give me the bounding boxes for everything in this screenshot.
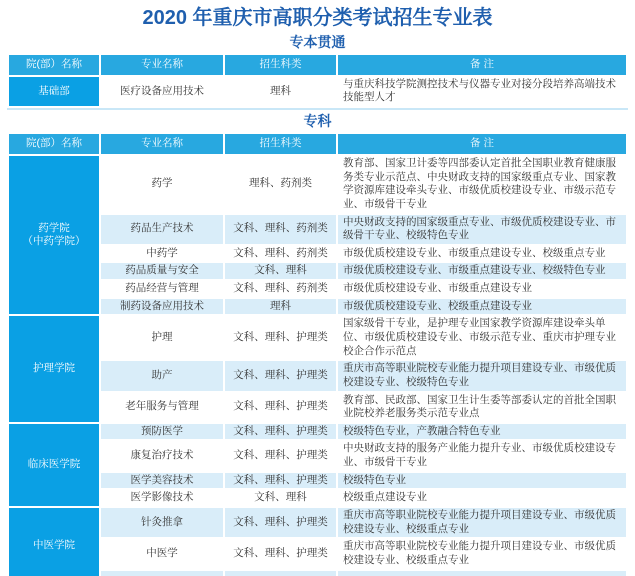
- table-row: [9, 490, 626, 506]
- table-row: [9, 316, 626, 359]
- college-cell: [9, 424, 99, 506]
- major-cell: 康复治疗技术: [101, 441, 223, 470]
- table-row: [9, 424, 626, 440]
- college-cell: [9, 156, 99, 314]
- table-row: [9, 299, 626, 315]
- table-row: [9, 77, 626, 106]
- column-header: 专业名称: [101, 55, 223, 75]
- category-cell: 文科、理科、药剂类: [225, 246, 336, 262]
- table-row: [9, 473, 626, 489]
- college-name-line: 临床医学院: [27, 458, 81, 471]
- category-cell: 文科、理科、护理类: [225, 393, 336, 422]
- cutoff-cell: [101, 571, 223, 576]
- college-name-line: 药学院: [38, 221, 70, 234]
- category-cell: 文科、理科、护理类: [225, 473, 336, 489]
- college-cell: [9, 316, 99, 421]
- cutoff-cell: [338, 571, 626, 576]
- category-cell: 文科、理科: [225, 490, 336, 506]
- category-cell: 文科、理科、护理类: [225, 539, 336, 568]
- remark-cell: 与重庆科技学院测控技术与仪器专业对接分段培养高端技术技能型人才: [338, 77, 626, 106]
- remark-cell: 国家级骨干专业，是护理专业国家教学资源库建设牵头单位、市级优质校建设专业、市级示范专业、重庆市护理专业校企合作示范点: [338, 316, 626, 359]
- category-cell: 理科: [225, 77, 336, 106]
- section-heading: 专科: [303, 113, 332, 130]
- major-cell: 药学: [101, 156, 223, 213]
- remark-cell: 重庆市高等职业院校专业能力提升项目建设专业、市级优质校建设专业、校级重点专业: [338, 539, 626, 568]
- remark-cell: 市级优质校建设专业、市级重点建设专业、校级特色专业: [338, 263, 626, 279]
- major-cell: 医疗设备应用技术: [101, 77, 223, 106]
- remark-cell: 教育部、民政部、国家卫生计生委等部委认定的首批全国职业院校养老服务类示范专业点: [338, 393, 626, 422]
- category-cell: 文科、理科、护理类: [225, 508, 336, 537]
- remark-cell: 教育部、国家卫计委等四部委认定首批全国职业教育健康服务类专业示范点、中央财政支持的国家级重点专业、国家教学资源库建设牵头专业、市级优质校建设专业、市级示范专业、市级骨干专业: [338, 156, 626, 213]
- remark-cell: 重庆市高等职业院校专业能力提升项目建设专业、市级优质校建设专业、校级特色专业: [338, 361, 626, 390]
- major-cell: 针灸推拿: [101, 508, 223, 537]
- category-cell: 文科、理科、护理类: [225, 424, 336, 440]
- sections-host: [0, 33, 635, 576]
- header-row: [9, 134, 626, 154]
- column-header: 招生科类: [225, 55, 336, 75]
- major-cell: 预防医学: [101, 424, 223, 440]
- college-name-line: （中药学院）: [22, 235, 86, 248]
- major-cell: 药品生产技术: [101, 215, 223, 244]
- column-header: 备 注: [338, 55, 626, 75]
- major-cell: 中医学: [101, 539, 223, 568]
- column-header: 院(部）名称: [9, 55, 99, 75]
- major-cell: 助产: [101, 361, 223, 390]
- college-name-line: 护理学院: [33, 362, 75, 375]
- column-header: 备 注: [338, 134, 626, 154]
- major-cell: 医学影像技术: [101, 490, 223, 506]
- remark-cell: 中央财政支持的国家级重点专业、市级优质校建设专业、市级骨干专业、校级特色专业: [338, 215, 626, 244]
- category-cell: 理科、药剂类: [225, 156, 336, 213]
- table-row: [9, 156, 626, 213]
- remark-cell: 市级优质校建设专业、市级重点建设专业、校级重点专业: [338, 246, 626, 262]
- table-row: [9, 281, 626, 297]
- table-zhuanke: [7, 132, 628, 576]
- category-cell: 理科: [225, 299, 336, 315]
- college-cell: [9, 508, 99, 576]
- table-row: [9, 508, 626, 537]
- header-row: [9, 55, 626, 75]
- major-cell: 药品质量与安全: [101, 263, 223, 279]
- table-row: [9, 393, 626, 422]
- major-cell: 药品经营与管理: [101, 281, 223, 297]
- page-title: 2020 年重庆市高职分类考试招生专业表: [142, 7, 493, 29]
- column-header: 专业名称: [101, 134, 223, 154]
- column-header: 院(部）名称: [9, 134, 99, 154]
- category-cell: 文科、理科、药剂类: [225, 281, 336, 297]
- table-row: [9, 246, 626, 262]
- remark-cell: 重庆市高等职业院校专业能力提升项目建设专业、市级优质校建设专业、校级重点专业: [338, 508, 626, 537]
- cutoff-partial-row: [9, 571, 626, 576]
- major-cell: 中药学: [101, 246, 223, 262]
- category-cell: 文科、理科、药剂类: [225, 215, 336, 244]
- college-name-line: 中医学院: [33, 539, 75, 552]
- table-zhuanben-guantong: [7, 53, 628, 108]
- major-cell: 医学美容技术: [101, 473, 223, 489]
- category-cell: 文科、理科: [225, 263, 336, 279]
- remark-cell: 市级优质校建设专业、市级重点建设专业: [338, 281, 626, 297]
- column-header: 招生科类: [225, 134, 336, 154]
- college-name-line: 基础部: [38, 84, 70, 97]
- table-divider: [7, 108, 628, 110]
- college-cell: [9, 77, 99, 106]
- major-cell: 护理: [101, 316, 223, 359]
- remark-cell: 校级特色专业，产教融合特色专业: [338, 424, 626, 440]
- major-cell: 制药设备应用技术: [101, 299, 223, 315]
- category-cell: 文科、理科、护理类: [225, 316, 336, 359]
- remark-cell: 市级优质校建设专业、校级重点建设专业: [338, 299, 626, 315]
- table-row: [9, 539, 626, 568]
- remark-cell: 中央财政支持的服务产业能力提升专业、市级优质校建设专业、市级骨干专业: [338, 441, 626, 470]
- table-row: [9, 215, 626, 244]
- table-row: [9, 361, 626, 390]
- remark-cell: 校级重点建设专业: [338, 490, 626, 506]
- section-heading: 专本贯通: [289, 34, 346, 50]
- category-cell: 文科、理科、护理类: [225, 441, 336, 470]
- remark-cell: 校级特色专业: [338, 473, 626, 489]
- cutoff-cell: [225, 571, 336, 576]
- major-cell: 老年服务与管理: [101, 393, 223, 422]
- category-cell: 文科、理科、护理类: [225, 361, 336, 390]
- table-row: [9, 441, 626, 470]
- table-row: [9, 263, 626, 279]
